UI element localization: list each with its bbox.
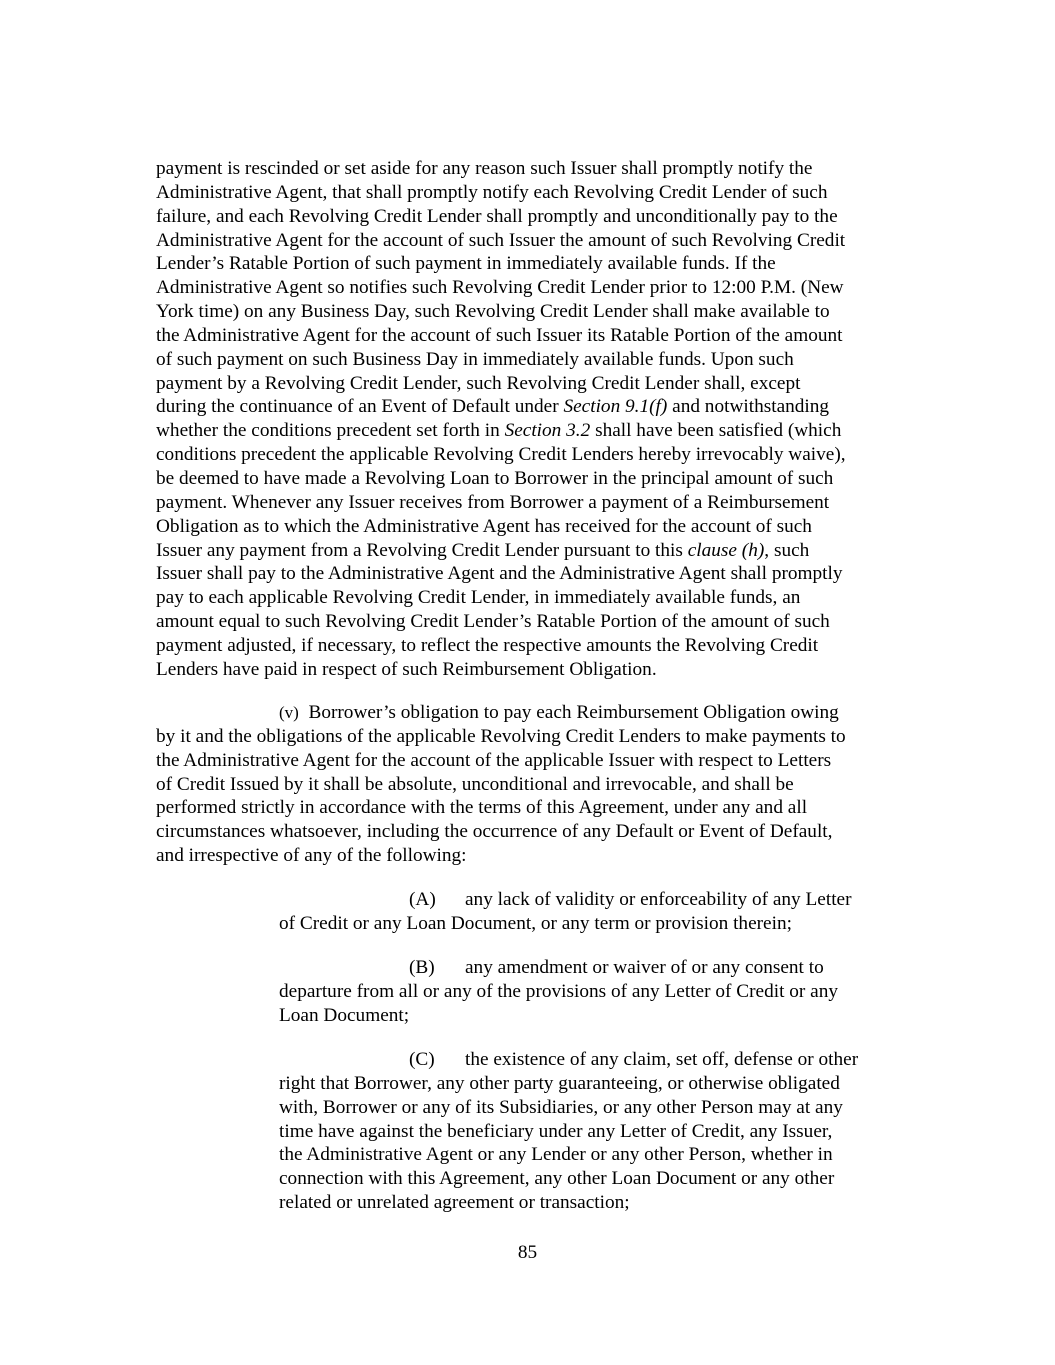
text-segment: any lack of validity or enforceability of any Letter: [465, 889, 852, 910]
text-line: of Credit Issued by it shall be absolute, unconditional and irrevocable, and shall be: [156, 773, 794, 795]
text-segment: any amendment or waiver of or any consent to: [465, 957, 824, 978]
text-line: Issuer shall pay to the Administrative Agent and the Administrative Agent shall promptly: [156, 563, 843, 585]
text-line: time have against the beneficiary under any Letter of Credit, any Issuer,: [279, 1120, 833, 1142]
text-line: the Administrative Agent for the account of the applicable Issuer with respect to Letters: [156, 749, 832, 771]
item-marker: (A): [409, 889, 436, 910]
text-line: payment by a Revolving Credit Lender, such Revolving Credit Lender shall, except: [156, 372, 801, 394]
text-line: and irrespective of any of the following:: [156, 845, 467, 867]
text-line: of such payment on such Business Day in immediately available funds. Upon such: [156, 348, 794, 370]
text-line: performed strictly in accordance with the terms of this Agreement, under any and all: [156, 797, 808, 819]
paragraph-marker: (v): [279, 703, 299, 722]
section-reference: Section 9.1(f): [563, 396, 668, 418]
text-segment: during the continuance of an Event of Default under: [156, 396, 564, 418]
text-line: the Administrative Agent or any Lender or any other Person, whether in: [279, 1144, 833, 1166]
text-line: Administrative Agent, that shall promptly notify each Revolving Credit Lender of such: [156, 181, 828, 203]
text-line: [156, 701, 901, 725]
text-segment: whether the conditions precedent set forth in: [156, 420, 505, 442]
text-segment: Borrower’s obligation to pay each Reimbursement Obligation owing: [308, 702, 839, 723]
text-segment: and notwithstanding: [667, 396, 830, 418]
text-line: [279, 956, 899, 980]
text-line: Lender’s Ratable Portion of such payment in immediately available funds. If the: [156, 253, 776, 275]
text-line: of Credit or any Loan Document, or any term or provision therein;: [279, 912, 792, 934]
text-line: York time) on any Business Day, such Revolving Credit Lender shall make available to: [156, 301, 830, 323]
text-line: departure from all or any of the provisions of any Letter of Credit or any: [279, 980, 838, 1002]
list-item-b: [279, 956, 899, 1028]
text-line: failure, and each Revolving Credit Lender shall promptly and unconditionally pay to the: [156, 205, 838, 227]
item-marker: (B): [409, 957, 435, 978]
clause-reference: clause (h): [687, 539, 765, 561]
text-segment: Issuer any payment from a Revolving Credit Lender pursuant to this: [156, 539, 688, 561]
paragraph-continued: [156, 157, 901, 682]
list-item-a: [279, 888, 899, 936]
text-line: [156, 539, 901, 563]
text-line: conditions precedent the applicable Revolving Credit Lenders hereby irrevocably waive),: [156, 444, 846, 466]
text-line: Administrative Agent for the account of such Issuer the amount of such Revolving Credit: [156, 229, 846, 251]
paragraph-v: [156, 701, 901, 868]
text-line: be deemed to have made a Revolving Loan to Borrower in the principal amount of such: [156, 467, 834, 489]
text-line: by it and the obligations of the applicable Revolving Credit Lenders to make payments to: [156, 725, 846, 747]
text-line: connection with this Agreement, any other Loan Document or any other: [279, 1168, 835, 1190]
text-line: Loan Document;: [279, 1004, 410, 1026]
text-line: with, Borrower or any of its Subsidiaries, or any other Person may at any: [279, 1096, 843, 1118]
text-line: payment is rescinded or set aside for any reason such Issuer shall promptly notify the: [156, 158, 813, 179]
text-line: related or unrelated agreement or transaction;: [279, 1192, 630, 1214]
text-line: [279, 1048, 899, 1072]
text-line: Obligation as to which the Administrative Agent has received for the account of such: [156, 515, 812, 537]
text-segment: shall have been satisfied (which: [590, 420, 842, 442]
item-marker: (C): [409, 1049, 435, 1070]
text-line: the Administrative Agent for the account of such Issuer its Ratable Portion of the amount: [156, 324, 843, 346]
text-segment: , such: [764, 539, 810, 561]
page-number: 85: [517, 1242, 538, 1263]
text-line: [156, 395, 901, 419]
text-line: pay to each applicable Revolving Credit Lender, in immediately available funds, an: [156, 587, 801, 609]
text-line: Lenders have paid in respect of such Reimbursement Obligation.: [156, 658, 657, 680]
text-line: amount equal to such Revolving Credit Lender’s Ratable Portion of the amount of such: [156, 611, 830, 633]
text-line: payment. Whenever any Issuer receives from Borrower a payment of a Reimbursement: [156, 491, 830, 513]
text-line: [279, 888, 899, 912]
section-reference: Section 3.2: [504, 420, 591, 442]
text-line: payment adjusted, if necessary, to reflect the respective amounts the Revolving Credit: [156, 634, 819, 656]
text-line: Administrative Agent so notifies such Revolving Credit Lender prior to 12:00 P.M. (New: [156, 277, 844, 299]
list-item-c: [279, 1048, 899, 1215]
text-line: circumstances whatsoever, including the occurrence of any Default or Event of Default,: [156, 821, 833, 843]
text-line: [156, 419, 901, 443]
text-line: right that Borrower, any other party guaranteeing, or otherwise obligated: [279, 1072, 840, 1094]
text-segment: the existence of any claim, set off, defense or other: [465, 1049, 859, 1070]
